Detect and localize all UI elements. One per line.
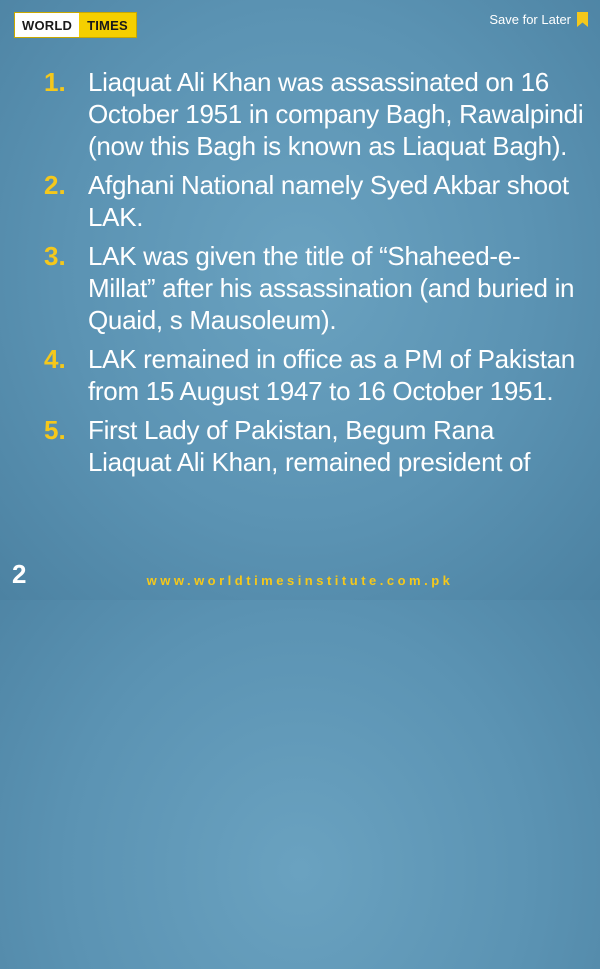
item-number: 5. (44, 415, 66, 445)
list-item (44, 169, 584, 233)
save-for-later-button[interactable] (489, 12, 588, 27)
item-number: 1. (44, 67, 66, 97)
list-item (44, 414, 584, 478)
bookmark-icon (577, 12, 588, 27)
save-for-later-label: Save for Later (489, 12, 571, 27)
list-item (44, 240, 584, 336)
item-text: LAK remained in office as a PM of Pakistan from 15 August 1947 to 16 October 1951. (88, 344, 575, 406)
list-item (44, 66, 584, 162)
logo-word-times: TIMES (79, 13, 136, 37)
facts-list (44, 66, 584, 485)
list-item (44, 343, 584, 407)
logo-word-world: WORLD (15, 13, 79, 37)
item-number: 4. (44, 344, 66, 374)
item-number: 3. (44, 241, 66, 271)
page-number: 2 (12, 559, 27, 589)
website-url: www.worldtimesinstitute.com.pk (146, 573, 454, 588)
item-number: 2. (44, 170, 66, 200)
item-text: LAK was given the title of “Shaheed-e-Millat” after his assassination (and buried in Quaid, s Mausoleum). (88, 241, 575, 335)
item-text: First Lady of Pakistan, Begum Rana Liaquat Ali Khan, remained president of (88, 415, 531, 477)
item-text: Liaquat Ali Khan was assassinated on 16 October 1951 in company Bagh, Rawalpindi (now this Bagh is known as Liaquat Bagh). (88, 67, 584, 161)
world-times-logo (14, 12, 137, 38)
item-text: Afghani National namely Syed Akbar shoot LAK. (88, 170, 569, 232)
